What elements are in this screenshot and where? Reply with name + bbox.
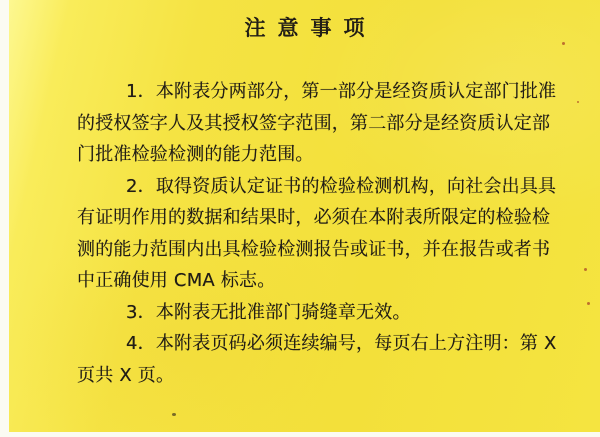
paper-speck <box>587 302 590 305</box>
text-line: 2．取得资质认定证书的检验检测机构，向社会出具具 <box>126 175 557 197</box>
paper-speck <box>172 413 176 416</box>
paper-speck <box>562 42 565 45</box>
text-line: 页共 X 页。 <box>77 364 175 386</box>
yellow-paper-sheet <box>9 0 600 432</box>
text-line: 1．本附表分两部分，第一部分是经资质认定部门批准 <box>126 81 557 102</box>
paper-speck <box>577 101 579 103</box>
text-line: 3．本附表无批准部门骑缝章无效。 <box>126 301 411 323</box>
text-line: 中正确使用 CMA 标志。 <box>77 270 276 291</box>
text-line: 有证明作用的数据和结果时，必须在本附表所限定的检验检 <box>77 207 551 228</box>
text-line: 的授权签字人及其授权签字范围，第二部分是经资质认定部 <box>77 112 551 134</box>
notice-text-block <box>77 76 555 391</box>
text-line: 门批准检验检测的能力范围。 <box>77 144 314 165</box>
text-line: 测的能力范围内出具检验检测报告或证书，并在报告或者书 <box>77 238 551 260</box>
text-line: 4．本附表页码必须连续编号，每页右上方注明：第 X <box>126 333 557 354</box>
page-title: 注意事项 <box>244 16 377 40</box>
paper-speck <box>584 268 587 271</box>
